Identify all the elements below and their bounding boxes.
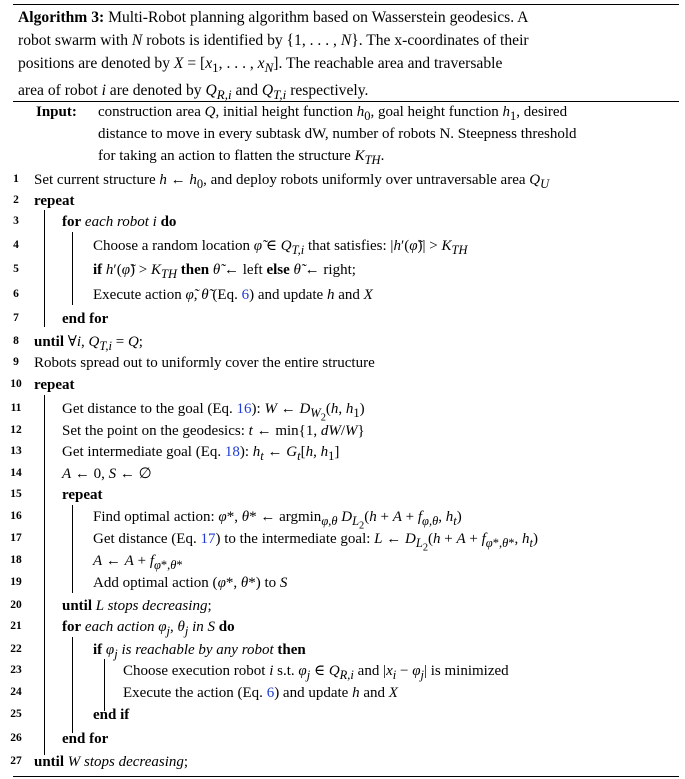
- caption-text-4: area of robot i are denoted by $Q_{R,i}$ and $Q_{T,i}$ respectively.: [18, 82, 369, 103]
- line-text: Get distance to the goal (Eq. 16): W ← $D_{W_2}(h$, $h_1$): [62, 401, 365, 424]
- line-number: 3: [13, 215, 19, 227]
- line-number: 13: [10, 445, 22, 457]
- line-number: 25: [10, 708, 22, 720]
- algo-line: [0, 661, 685, 681]
- line-number: 24: [10, 686, 22, 698]
- line-number: 2: [13, 194, 19, 206]
- algo-line: [0, 260, 685, 280]
- input-line-2: distance to move in every subtask dW, number of robots N. Steepness threshold: [98, 126, 577, 142]
- algorithm-caption: [18, 6, 678, 106]
- line-number: 9: [13, 356, 19, 368]
- line-number: 19: [10, 576, 22, 588]
- bottom-rule: [13, 776, 679, 777]
- algo-line: [0, 464, 685, 484]
- line-text: Find optimal action: φ*, θ* ← argmin$_{\varphi,\theta}$ $D_{L_2}(h + A + f_{\varphi,\theta}$, $h_t$): [93, 509, 462, 532]
- line-text: until L stops decreasing;: [62, 598, 212, 614]
- top-rule: [13, 4, 679, 5]
- line-number: 12: [10, 424, 22, 436]
- line-text: Set the point on the geodesics: t ← min{1, dW/W}: [62, 423, 365, 439]
- line-number: 1: [13, 173, 19, 185]
- algo-line: [0, 617, 685, 637]
- line-number: 10: [10, 378, 22, 390]
- algo-line: [0, 507, 685, 532]
- line-number: 23: [10, 664, 22, 676]
- line-text: end if: [93, 707, 130, 723]
- line-number: 4: [13, 239, 19, 251]
- algo-line: [0, 236, 685, 256]
- line-text: Execute the action (Eq. 6) and update h and X: [123, 685, 398, 701]
- algo-line: [0, 285, 685, 305]
- caption-label: Algorithm 3:: [18, 9, 105, 26]
- line-text: for each robot i do: [62, 214, 177, 230]
- line-number: 18: [10, 554, 22, 566]
- line-number: 6: [13, 288, 19, 300]
- line-number: 5: [13, 263, 19, 275]
- caption-rule: [13, 101, 679, 102]
- algo-line: [0, 191, 685, 211]
- line-text: Choose a random location φ̃ ∈ $Q_{T,i}$ that satisfies: |h′(φ̃)| > $K_{TH}$: [93, 238, 468, 257]
- eq-ref[interactable]: 6: [241, 287, 250, 303]
- caption-text-1: Multi-Robot planning algorithm based on Wasserstein geodesics. A: [104, 9, 529, 26]
- line-number: 27: [10, 755, 22, 767]
- line-text: until W stops decreasing;: [34, 754, 189, 770]
- algo-line: [0, 683, 685, 703]
- algo-line: [0, 353, 685, 373]
- algo-line: [0, 596, 685, 616]
- line-number: 22: [10, 643, 22, 655]
- line-text: repeat: [62, 487, 103, 503]
- algo-line: [0, 332, 685, 352]
- algo-line: [0, 170, 685, 190]
- line-text: end for: [62, 731, 109, 747]
- caption-text-2: robot swarm with N robots is identified by {1, . . . , N}. The x-coordinates of their: [18, 32, 529, 49]
- line-text: Execute action φ̃, θ̃ (Eq. 6) and update h and X: [93, 287, 373, 303]
- algo-line: [0, 529, 685, 554]
- line-text: Get distance (Eq. 17) to the intermediate goal: L ← $D_{L_2}(h + A + f_{\varphi*,\theta*}$, $h_t$): [93, 531, 538, 554]
- eq-ref[interactable]: 16: [236, 401, 252, 417]
- line-text: if h′(φ̃) > $K_{TH}$ then θ̃ ← left else θ̃ ← right;: [93, 262, 356, 281]
- line-number: 8: [13, 335, 19, 347]
- line-text: until ∀i, $Q_{T,i} = Q$;: [34, 334, 143, 353]
- line-number: 15: [10, 488, 22, 500]
- line-number: 7: [13, 312, 19, 324]
- line-text: repeat: [34, 193, 75, 209]
- line-text: Set current structure h ← $h_0$, and deploy robots uniformly over untraversable area $Q_U$: [34, 172, 550, 191]
- line-number: 17: [10, 532, 22, 544]
- input-line-1: construction area Q, initial height function $h_0$, goal height function $h_1$, desired: [98, 104, 568, 123]
- line-text: A ← $A + f_{\varphi*,\theta*}$: [93, 553, 183, 572]
- eq-ref[interactable]: 18: [224, 444, 240, 460]
- line-text: if $\varphi_j$ is reachable by any robot then: [93, 642, 306, 661]
- input-label: Input:: [36, 104, 77, 120]
- eq-ref[interactable]: 17: [200, 531, 216, 547]
- algo-line: [0, 375, 685, 395]
- algo-line: [0, 485, 685, 505]
- algo-line: [0, 729, 685, 749]
- algo-line: [0, 309, 685, 329]
- algo-line: [0, 640, 685, 660]
- line-number: 26: [10, 732, 22, 744]
- line-number: 21: [10, 620, 22, 632]
- eq-ref[interactable]: 6: [266, 685, 275, 701]
- line-number: 14: [10, 467, 22, 479]
- line-text: Choose execution robot i s.t. $\varphi_j$ ∈ $Q_{R,i}$ and $|x_i - \varphi_j|$ is minimized: [123, 663, 509, 682]
- line-text: repeat: [34, 377, 75, 393]
- algo-line: [0, 573, 685, 593]
- line-text: end for: [62, 311, 109, 327]
- line-text: A ← 0, S ← ∅: [62, 466, 152, 482]
- line-text: Add optimal action (φ*, θ*) to S: [93, 575, 288, 591]
- algo-line: [0, 399, 685, 424]
- algo-line: [0, 551, 685, 571]
- algo-line: [0, 421, 685, 441]
- line-text: for each action $\varphi_j$, $\theta_j$ in S do: [62, 619, 235, 638]
- line-number: 11: [10, 402, 22, 414]
- line-number: 16: [10, 510, 22, 522]
- line-text: Get intermediate goal (Eq. 18): $h_t$ ← $G_t[h$, $h_1$]: [62, 444, 340, 463]
- line-number: 20: [10, 599, 22, 611]
- line-text: Robots spread out to uniformly cover the entire structure: [34, 355, 375, 371]
- input-line-3: for taking an action to flatten the structure $K_{TH}$.: [98, 148, 385, 167]
- algo-line: [0, 705, 685, 725]
- caption-text-3: positions are denoted by $X = [x_1$, . . . , $x_N$]. The reachable area and traversable: [18, 55, 503, 76]
- algo-line: [0, 212, 685, 232]
- algo-line: [0, 442, 685, 462]
- algo-line: [0, 752, 685, 772]
